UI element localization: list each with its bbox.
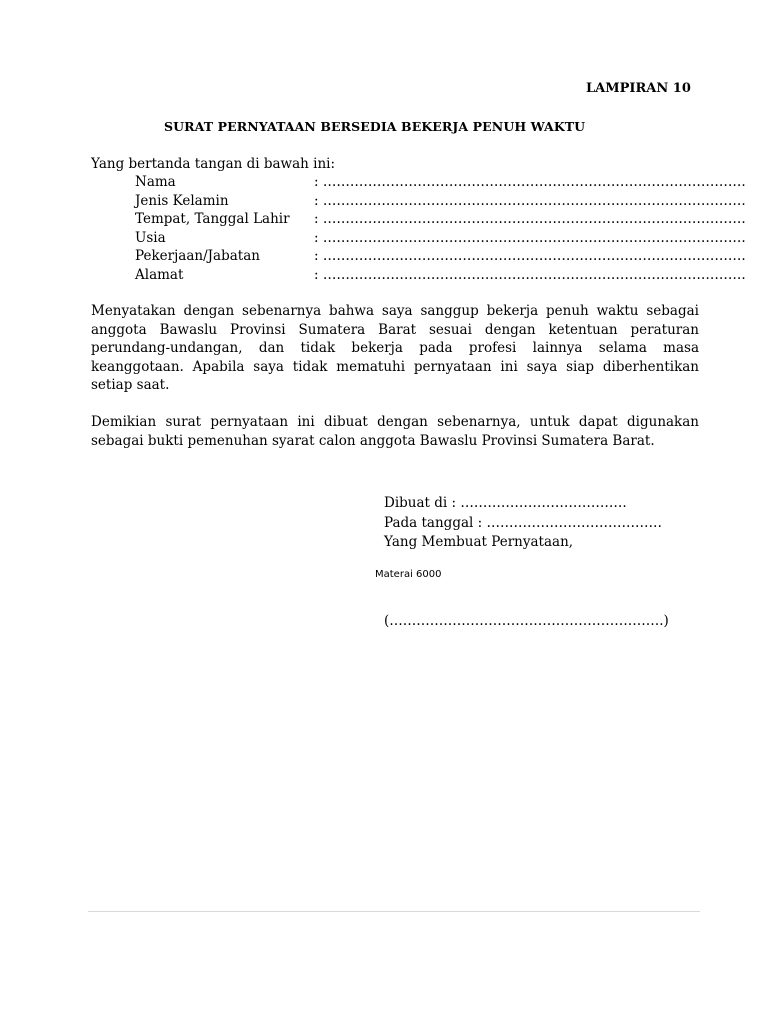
field-dots-pekerjaan-jabatan: : …………………………………………………………………………………. [314, 248, 746, 264]
intro-text: Yang bertanda tangan di bawah ini: [91, 156, 336, 172]
field-dots-usia: : …………………………………………………………………………………. [314, 230, 746, 246]
statement-paragraph: Menyatakan dengan sebenarnya bahwa saya sanggup bekerja penuh waktu sebagai anggota Bawaslu Provinsi Sumatera Barat sesuai dengan ketentuan peraturan perundang-undangan, dan tidak bekerja pada profesi lainnya selama masa keanggotaan. Apabila saya tidak mematuhi pernyataan ini saya siap diberhentikan setiap saat. [91, 303, 699, 394]
field-label-tempat-tanggal-lahir: Tempat, Tanggal Lahir [135, 211, 290, 227]
signature-maker: Yang Membuat Pernyataan, [384, 534, 574, 550]
field-dots-tempat-tanggal-lahir: : …………………………………………………………………………………. [314, 211, 746, 227]
field-label-usia: Usia [135, 230, 166, 246]
field-dots-alamat: : …………………………………………………………………………………. [314, 267, 746, 283]
attachment-label: LAMPIRAN 10 [586, 81, 691, 96]
field-label-alamat: Alamat [135, 267, 184, 283]
signature-name-line: (…………………………………………………….) [384, 613, 669, 629]
stamp-label: Materai 6000 [375, 569, 442, 580]
signature-place: Dibuat di : ………………………………. [384, 495, 627, 511]
field-dots-nama: : …………………………………………………………………………………. [314, 174, 746, 190]
closing-paragraph: Demikian surat pernyataan ini dibuat dengan sebenarnya, untuk dapat digunakan sebagai bukti pemenuhan syarat calon anggota Bawaslu Provinsi Sumatera Barat. [91, 414, 699, 449]
field-label-nama: Nama [135, 174, 176, 190]
field-label-jenis-kelamin: Jenis Kelamin [135, 193, 229, 209]
page-divider [88, 911, 700, 912]
field-dots-jenis-kelamin: : …………………………………………………………………………………. [314, 193, 746, 209]
field-label-pekerjaan-jabatan: Pekerjaan/Jabatan [135, 248, 260, 264]
signature-date: Pada tanggal : ………………………………… [384, 515, 662, 531]
document-title: SURAT PERNYATAAN BERSEDIA BEKERJA PENUH WAKTU [164, 119, 586, 134]
